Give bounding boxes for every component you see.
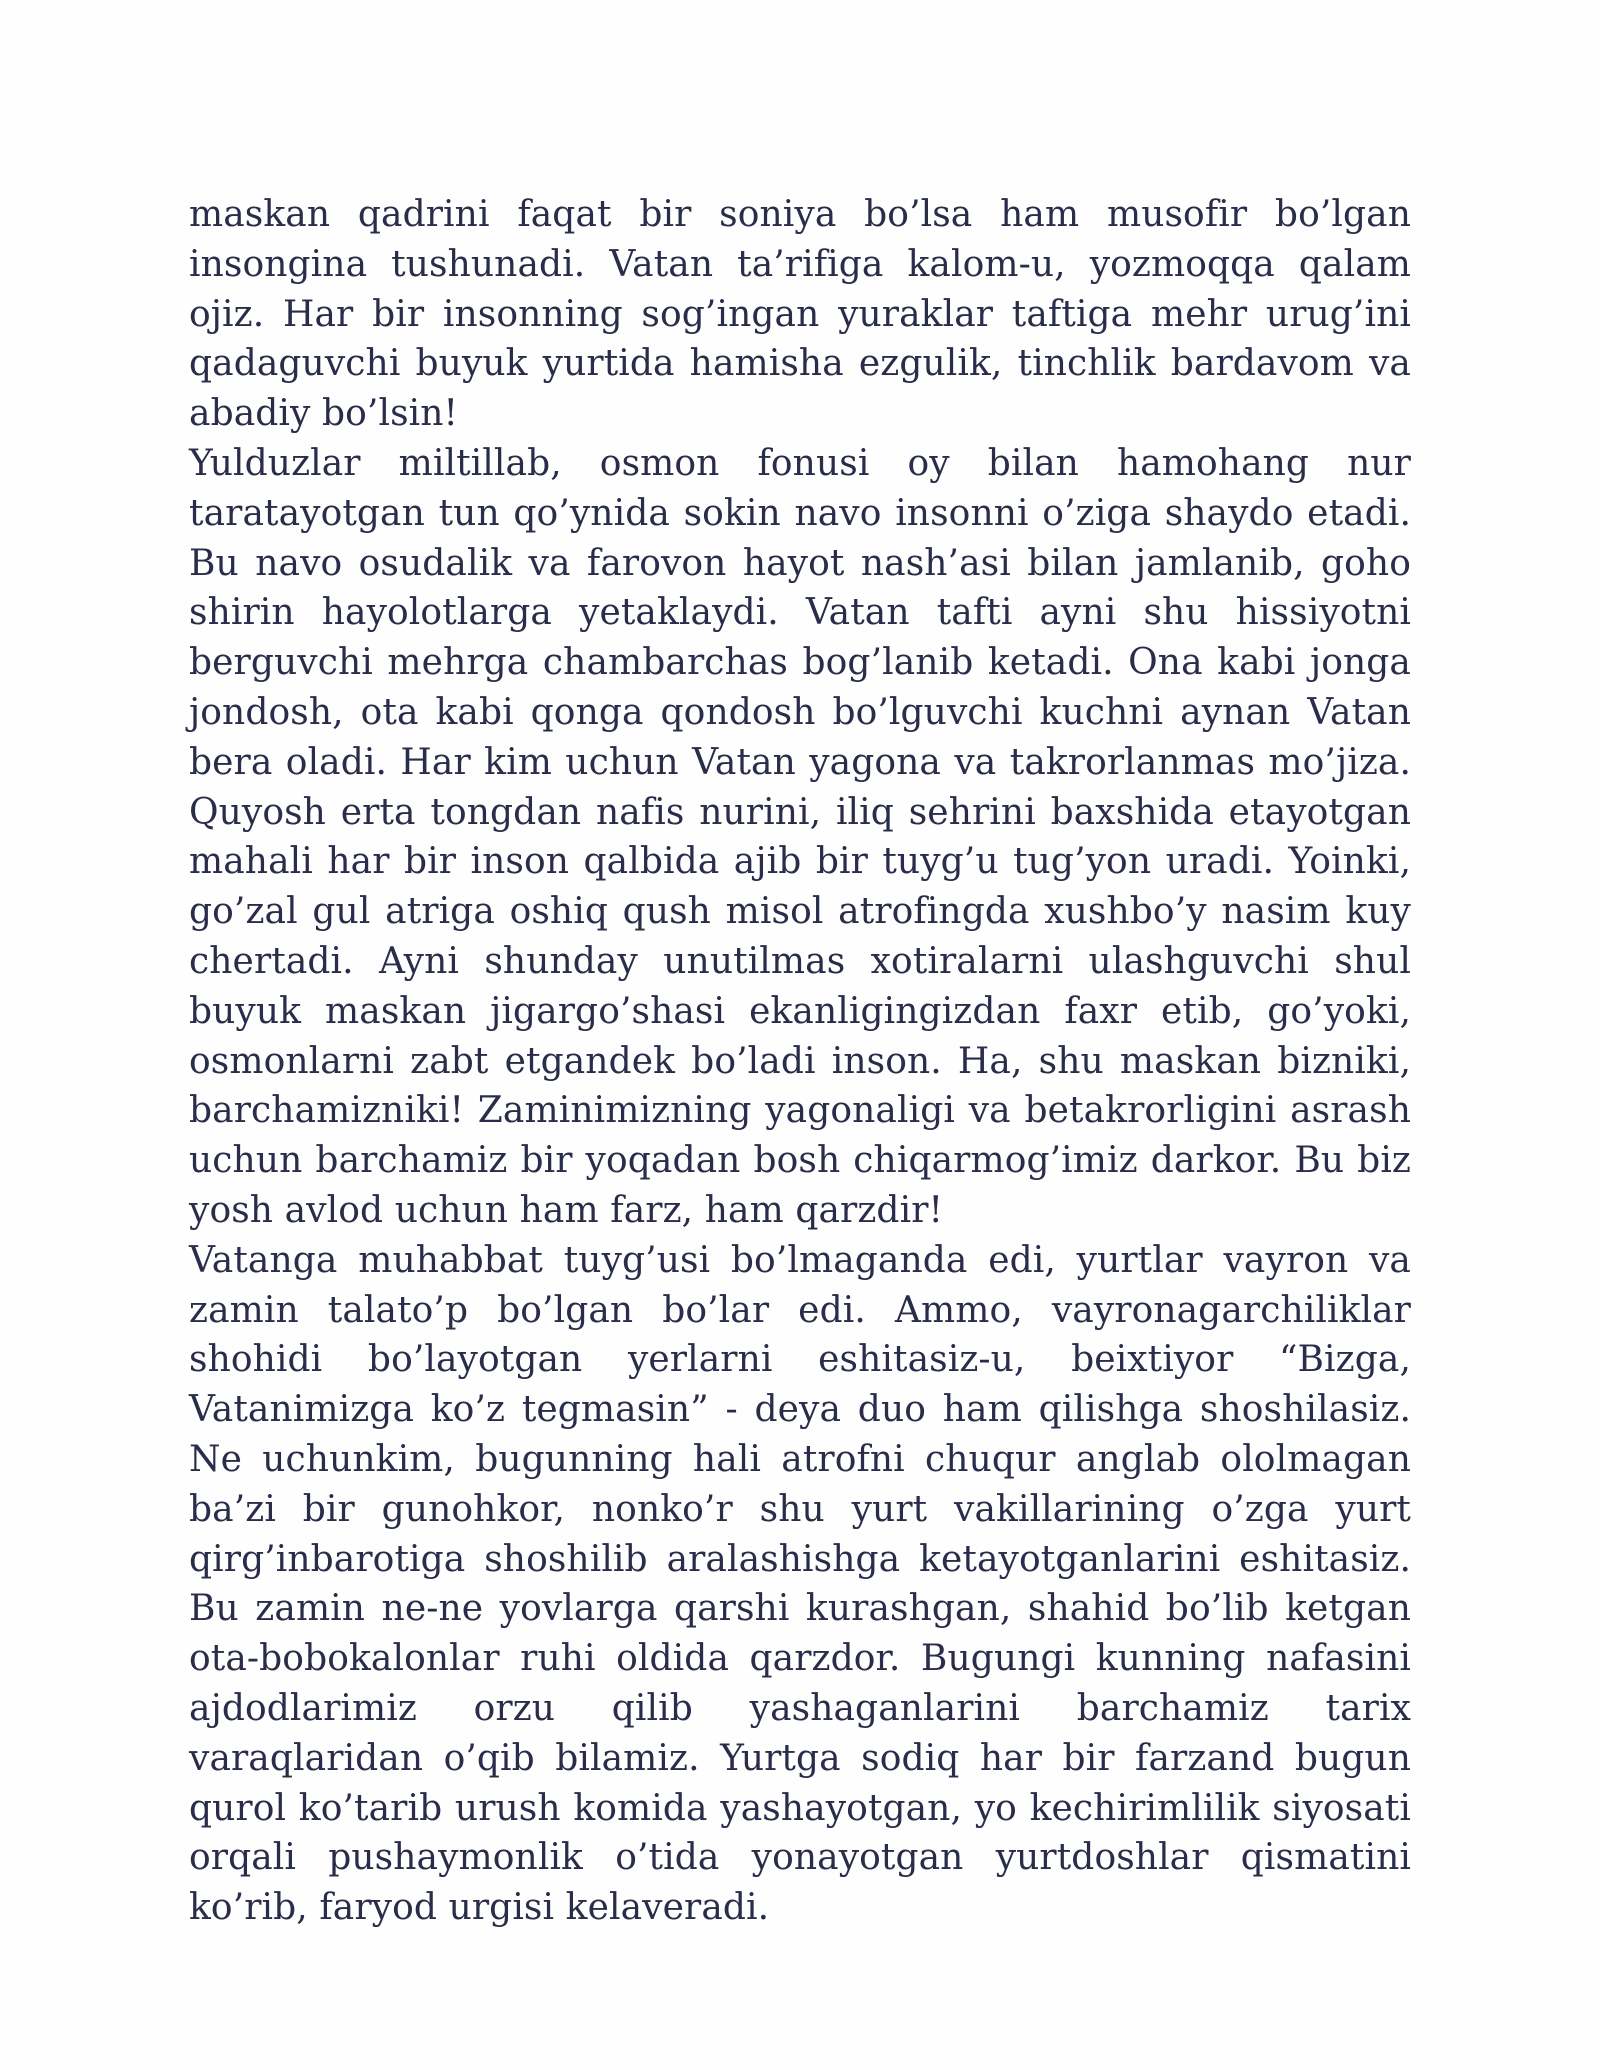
paragraph: Yulduzlar miltillab, osmon fonusi oy bilan hamohang nur taratayotgan tun qo’ynida sokin navo insonni o’ziga shaydo etadi. Bu navo osudalik va farovon hayot nash’asi bilan jamlanib, goho shirin hayolotlarga yetaklaydi. Vatan tafti ayni shu hissiyotni berguvchi mehrga chambarchas bog’lanib ketadi. Ona kabi jonga jondosh, ota kabi qonga qondosh bo’lguvchi kuchni aynan Vatan bera oladi. Har kim uchun Vatan yagona va takrorlanmas mo’jiza. Quyosh erta tongdan nafis nurini, iliq sehrini baxshida etayotgan mahali har bir inson qalbida ajib bir tuyg’u tug’yon uradi. Yoinki, go’zal gul atriga oshiq qush misol atrofingda xushbo’y nasim kuy chertadi. Ayni shunday unutilmas xotiralarni ulashguvchi shul buyuk maskan jigargo’shasi ekanligingizdan faxr etib, go’yoki, osmonlarni zabt etgandek bo’ladi inson. Ha, shu maskan bizniki, barchamizniki! Zaminimizning yagonaligi va betakrorligini asrash uchun barchamiz bir yoqadan bosh chiqarmog’imiz darkor. Bu biz yosh avlod uchun ham farz, ham qarzdir! xyxy=(189,442,1411,1231)
paragraph: Vatanga muhabbat tuyg’usi bo’lmaganda edi, yurtlar vayron va zamin talato’p bo’lgan bo’lar edi. Ammo, vayronagarchiliklar shohidi bo’layotgan yerlarni eshitasiz-u, beixtiyor “Bizga, Vatanimizga ko’z tegmasin” - deya duo ham qilishga shoshilasiz. Ne uchunkim, bugunning hali atrofni chuqur anglab ololmagan ba’zi bir gunohkor, nonko’r shu yurt vakillarining o’zga yurt qirg’inbarotiga shoshilib aralashishga ketayotganlarini eshitasiz. Bu zamin ne-ne yovlarga qarshi kurashgan, shahid bo’lib ketgan ota-bobokalonlar ruhi oldida qarzdor. Bugungi kunning nafasini ajdodlarimiz orzu qilib yashaganlarini barchamiz tarix varaqlaridan o’qib bilamiz. Yurtga sodiq har bir farzand bugun qurol ko’tarib urush komida yashayotgan, yo kechirimlilik siyosati orqali pushaymonlik o’tida yonayotgan yurtdoshlar qismatini ko’rib, faryod urgisi kelaveradi. xyxy=(189,1239,1411,1929)
paragraph: maskan qadrini faqat bir soniya bo’lsa ham musofir bo’lgan insongina tushunadi. Vatan ta’rifiga kalom-u, yozmoqqa qalam ojiz. Har bir insonning sog’ingan yuraklar taftiga mehr urug’ini qadaguvchi buyuk yurtida hamisha ezgulik, tinchlik bardavom va abadiy bo’lsin! xyxy=(189,194,1411,435)
body-text xyxy=(189,190,1411,1933)
